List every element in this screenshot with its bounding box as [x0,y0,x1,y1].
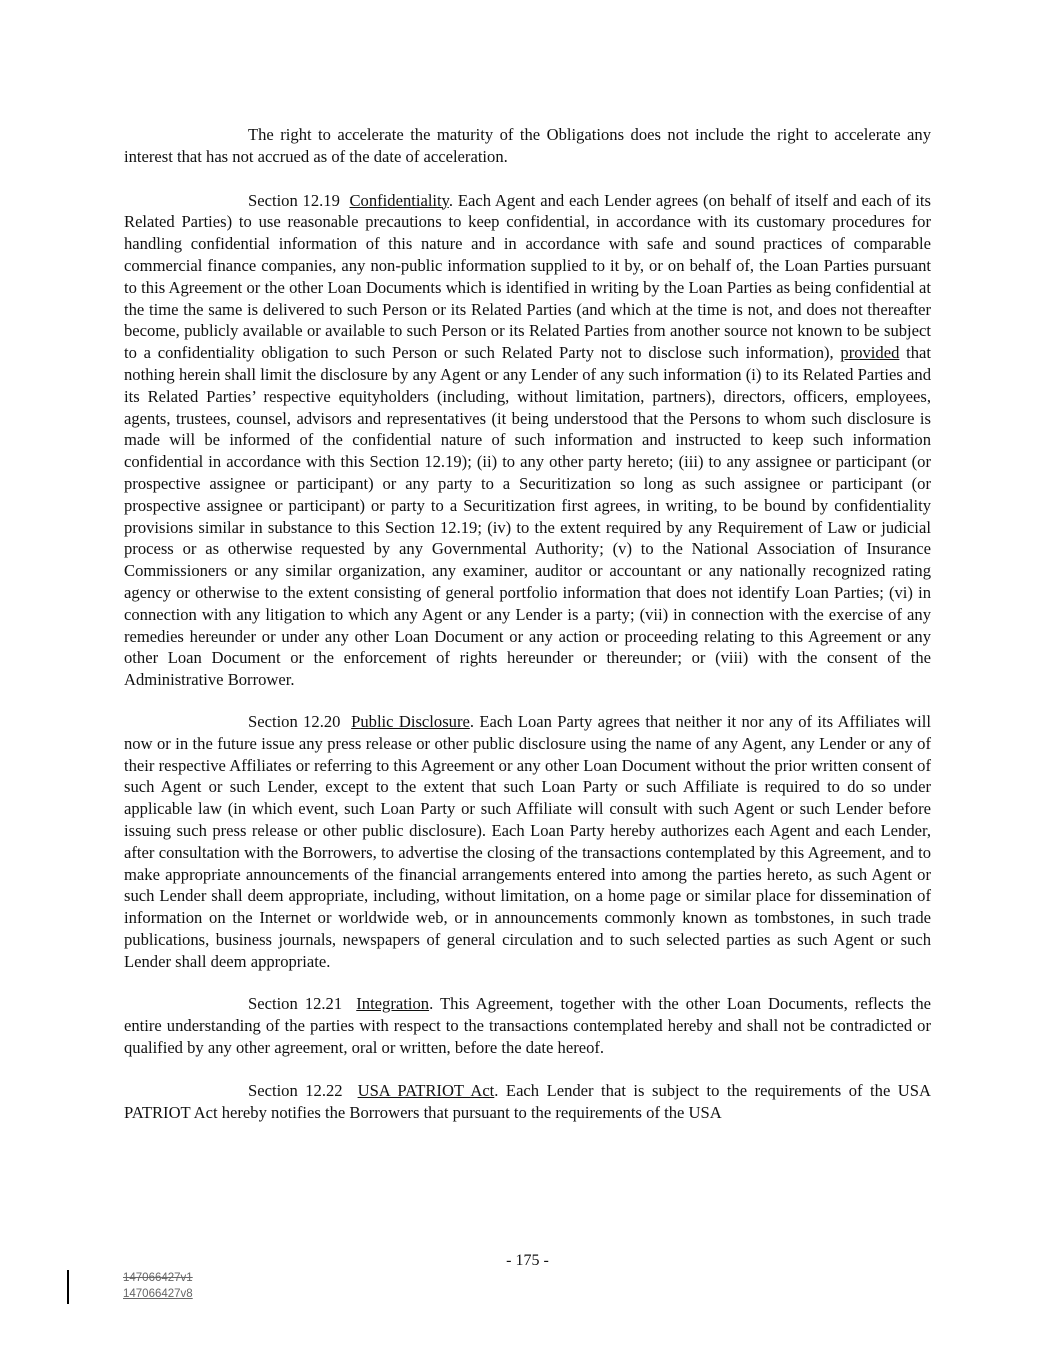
change-bar [67,1270,69,1304]
section-12-21-integration [124,993,931,1058]
document-id-new: 147066427v8 [123,1288,193,1300]
section-text-continued: that nothing herein shall limit the disclosure by any Agent or any Lender of any such information (i) to its Related Parties and its Related Parties’ respective equityholders (including, without limitation, partners), directors, officers, employees, agents, trustees, counsel, advisors and representatives (it being understood that the Persons to whom such disclosure is made will be informed of the confidential nature of such information and instructed to keep such information confidential in accordance with this Section 12.19); (ii) to any other party hereto; (iii) to any assignee or participant (or prospective assignee or participant) or any party to a Securitization so long as such assignee or participant (or prospective assignee or participant) or party to a Securitization first agrees, in writing, to be bound by confidentiality provisions similar in substance to this Section 12.19; (iv) to the extent required by any Requirement of Law or judicial process or as otherwise requested by any Governmental Authority; (v) to the National Association of Insurance Commissioners or any similar organization, any examiner, auditor or accountant or any nationally recognized rating agency or otherwise to the extent consisting of general portfolio information that does not identify Loan Parties; (vi) in connection with any litigation to which any Agent or any Lender is a party; (vii) in connection with the exercise of any remedies hereunder or under any other Loan Document or any action or proceeding relating to this Agreement or any other Loan Document or the enforcement of rights hereunder or thereunder; or (viii) with the consent of the Administrative Borrower. [124,343,931,690]
section-12-22-usa-patriot-act [124,1080,931,1124]
section-number: Section 12.21 [248,994,343,1014]
section-number: Section 12.22 [248,1080,343,1100]
section-12-19-confidentiality [124,190,931,691]
section-text: . Each Agent and each Lender agrees (on behalf of itself and each of its Related Parties) to use reasonable precautions to keep confidential, in accordance with its customary procedures for handling confidential information of this nature and in accordance with safe and sound practices of comparable commercial finance companies, any non-public information supplied to it by, or on behalf of, the Loan Parties pursuant to this Agreement or the other Loan Documents which is identified in writing by the Loan Parties as being confidential at the time the same is delivered to such Person or its Related Parties (and which at the time is not, and does not thereafter become, publicly available or available to such Person or its Related Parties from another source not known to be subject to a confidentiality obligation to such Person or such Related Party not to disclose such information), [124,190,931,363]
paragraph-text: The right to accelerate the maturity of the Obligations does not include the right to accelerate any interest that has not accrued as of the date of acceleration. [124,125,931,166]
document-id-old: 147066427v1 [123,1272,193,1284]
document-body [124,124,931,1145]
section-text: . Each Loan Party agrees that neither it nor any of its Affiliates will now or in the future issue any press release or other public disclosure using the name of any Agent, any Lender or any of their respective Affiliates or referring to this Agreement or any other Loan Document without the prior written consent of such Agent or such Lender, except to the extent that such Loan Party or such Affiliate is required to do so under applicable law (in which event, such Loan Party or such Affiliate will consult with such Agent or such Lender before issuing such press release or other public disclosure). Each Loan Party hereby authorizes each Agent and each Lender, after consultation with the Borrowers, to advertise the closing of the transactions contemplated by this Agreement, and to make appropriate announcements of the financial arrangements entered into among the parties hereto, as such Agent or such Lender shall deem appropriate, including, without limitation, on a home page or similar place for dissemination of information on the Internet or worldwide web, or in announcements commonly known as tombstones, in such trade publications, business journals, newspapers of general circulation and to such selected parties as such Agent or such Lender shall deem appropriate. [124,711,931,971]
section-number: Section 12.20 [248,711,341,731]
page-number: - 175 - [506,1252,549,1269]
section-heading: Public Disclosure [351,711,470,731]
section-number: Section 12.19 [248,190,340,210]
section-text: . Each Lender that is subject to the requirements of the USA PATRIOT Act hereby notifies the Borrowers that pursuant to the requirements of the USA [124,1080,932,1122]
section-12-20-public-disclosure [124,711,931,973]
section-heading: USA PATRIOT Act [357,1080,495,1100]
section-text: . This Agreement, together with the other Loan Documents, reflects the entire understanding of the parties with respect to the transactions contemplated hereby and shall not be contradicted or qualified by any other agreement, oral or written, before the date hereof. [124,994,931,1058]
section-heading: Confidentiality [349,190,449,210]
section-heading: Integration [356,994,430,1014]
provided-term: provided [840,343,900,363]
document-id-block [123,1270,193,1302]
paragraph-acceleration [124,124,931,168]
